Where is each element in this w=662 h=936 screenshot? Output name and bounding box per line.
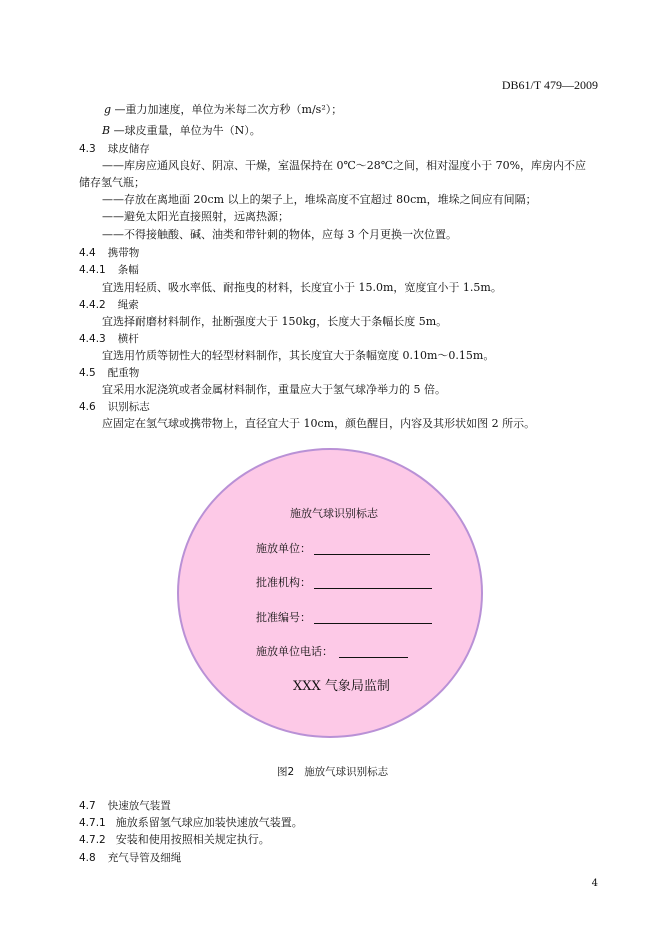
section-4-4-3-heading — [79, 332, 139, 346]
definition-b-text: —球皮重量，单位为牛（N）。 — [110, 124, 261, 137]
section-text: 安装和使用按照相关规定执行。 — [115, 833, 270, 846]
storage-rule-4: ——不得接触酸、碱、油类和带针刺的物体，应每 3 个月更换一次位置。 — [102, 228, 457, 241]
figure-caption — [277, 765, 388, 779]
section-title: 识别标志 — [107, 401, 150, 413]
section-4-6-heading — [79, 400, 150, 414]
sign-unit-blank-line — [314, 554, 430, 555]
section-number: 4.6 — [79, 401, 96, 413]
section-4-4-heading — [79, 246, 139, 260]
section-number: 4.8 — [79, 852, 96, 864]
section-number: 4.4.1 — [79, 264, 106, 276]
section-number: 4.4 — [79, 247, 96, 259]
sign-supervisor: XXX 气象局监制 — [293, 679, 390, 694]
section-title: 球皮储存 — [107, 143, 150, 155]
figure-title: 施放气球识别标志 — [304, 766, 389, 778]
sign-unit-label: 施放单位： — [256, 542, 311, 555]
storage-rule-1: ——库房应通风良好、阴凉、干燥，室温保持在 0℃～28℃之间，相对湿度小于 70%，库房内不应 — [102, 159, 587, 172]
section-4-4-2-text: 宜选择耐磨材料制作，扯断强度大于 150kg，长度大于条幅长度 5m。 — [102, 315, 448, 328]
section-title: 充气导管及细绳 — [107, 852, 182, 864]
section-number: 4.7.1 — [79, 817, 106, 829]
sign-title: 施放气球识别标志 — [290, 507, 378, 520]
section-number: 4.3 — [79, 143, 96, 155]
sign-phone-blank-line — [339, 657, 408, 658]
section-4-7-heading — [79, 799, 171, 813]
section-4-3-heading — [79, 142, 150, 156]
section-4-8-heading — [79, 851, 181, 865]
section-text: 施放系留氢气球应加装快速放气装置。 — [115, 816, 303, 829]
section-4-4-2-heading — [79, 298, 139, 312]
section-title: 携带物 — [107, 247, 140, 259]
sign-phone-label: 施放单位电话： — [256, 645, 333, 658]
storage-rule-3: ——避免太阳光直接照射，远离热源； — [102, 210, 289, 223]
section-4-7-2 — [79, 833, 270, 847]
section-title: 快速放气装置 — [107, 800, 171, 812]
section-4-4-3-text: 宜选用竹质等韧性大的轻型材料制作，其长度宜大于条幅宽度 0.10m～0.15m。 — [102, 349, 495, 362]
section-4-5-text: 宜采用水泥浇筑或者金属材料制作，重量应大于氢气球净举力的 5 倍。 — [102, 383, 446, 396]
symbol-b: B — [102, 124, 111, 137]
figure-number: 图2 — [277, 766, 295, 778]
section-4-5-heading — [79, 366, 139, 380]
document-code: DB61/T 479—2009 — [501, 78, 598, 92]
section-number: 4.7 — [79, 800, 96, 812]
definition-b — [102, 124, 261, 138]
section-title: 配重物 — [107, 367, 140, 379]
storage-rule-2: ——存放在离地面 20cm 以上的架子上，堆垛高度不宜超过 80cm，堆垛之间应有间隔； — [102, 193, 537, 206]
section-title: 绳索 — [117, 299, 139, 311]
storage-rule-1-cont: 储存氢气瓶； — [79, 176, 145, 189]
sign-number-label: 批准编号： — [256, 611, 311, 624]
section-4-4-1-heading — [79, 263, 139, 277]
definition-g — [104, 103, 342, 117]
page-number: 4 — [591, 878, 598, 889]
section-4-7-1 — [79, 816, 303, 830]
sign-number-blank-line — [314, 623, 432, 624]
section-4-6-text: 应固定在氢气球或携带物上，直径宜大于 10cm，颜色醒目，内容及其形状如图 2 所示。 — [102, 417, 536, 430]
section-title: 横杆 — [117, 333, 139, 345]
sign-approver-label: 批准机构： — [256, 576, 311, 589]
section-4-4-1-text: 宜选用轻质、吸水率低、耐拖曳的材料，长度宜小于 15.0m，宽度宜小于 1.5m。 — [102, 281, 502, 294]
section-number: 4.4.3 — [79, 333, 106, 345]
section-number: 4.4.2 — [79, 299, 106, 311]
section-number: 4.7.2 — [79, 834, 106, 846]
sign-approver-blank-line — [314, 588, 432, 589]
definition-g-text: —重力加速度，单位为米每二次方秒（m/s²）； — [111, 103, 343, 116]
symbol-g: g — [104, 103, 112, 116]
section-number: 4.5 — [79, 367, 96, 379]
section-title: 条幅 — [117, 264, 139, 276]
